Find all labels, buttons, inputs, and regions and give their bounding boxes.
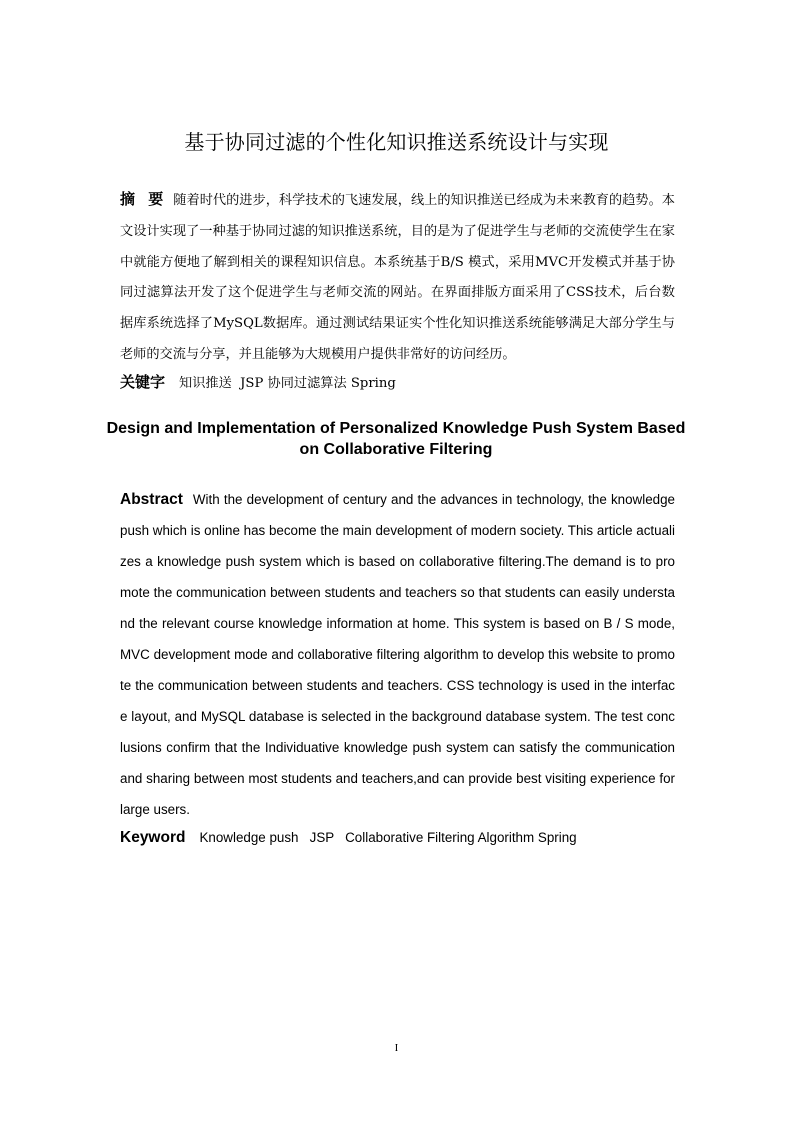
chinese-keywords-text: 知识推送 JSP 协同过滤算法 Spring <box>179 376 396 391</box>
chinese-abstract <box>120 184 675 371</box>
english-keywords-text: Knowledge push JSP Collaborative Filtering Algorithm Spring <box>199 830 577 845</box>
english-abstract-text: With the development of century and the advances in technology, the knowledge push which is online has become the main development of modern society. This article actualizes a knowledge push system which is based on collaborative filtering.The demand is to promote the communication between students and teachers so that students can easily understand the relevant course knowledge information at home. This system is based on B / S mode, MVC development mode and collaborative filtering algorithm to develop this website to promote the communication between students and teachers. CSS technology is used in the interface layout, and MySQL database is selected in the background database system. The test conclusions confirm that the Individuative knowledge push system can satisfy the communication and sharing between most students and teachers,and can provide best visiting experience for large users. <box>120 492 675 817</box>
chinese-abstract-text: 随着时代的进步，科学技术的飞速发展，线上的知识推送已经成为未来教育的趋势。本文设计实现了一种基于协同过滤的知识推送系统，目的是为了促进学生与老师的交流使学生在家中就能方便地了解到相关的课程知识信息。本系统基于B/S 模式，采用MVC开发模式并基于协同过滤算法开发了这个促进学生与老师交流的网站。在界面排版方面采用了CSS技术，后台数据库系统选择了MySQL数据库。通过测试结果证实个性化知识推送系统能够满足大部分学生与老师的交流与分享，并且能够为大规模用户提供非常好的访问经历。 <box>120 193 675 362</box>
english-abstract <box>120 484 675 825</box>
english-title: Design and Implementation of Personalized Knowledge Push System Based on Collaborative Filtering <box>106 420 686 458</box>
page-number: I <box>394 1042 399 1054</box>
chinese-keywords <box>120 371 675 392</box>
chinese-title: 基于协同过滤的个性化知识推送系统设计与实现 <box>184 130 609 154</box>
chinese-abstract-label: 摘 要 <box>120 190 168 208</box>
english-keywords <box>120 829 720 847</box>
english-abstract-label: Abstract <box>120 491 183 508</box>
english-keywords-label: Keyword <box>120 829 186 846</box>
chinese-keywords-label: 关键字 <box>120 373 166 391</box>
